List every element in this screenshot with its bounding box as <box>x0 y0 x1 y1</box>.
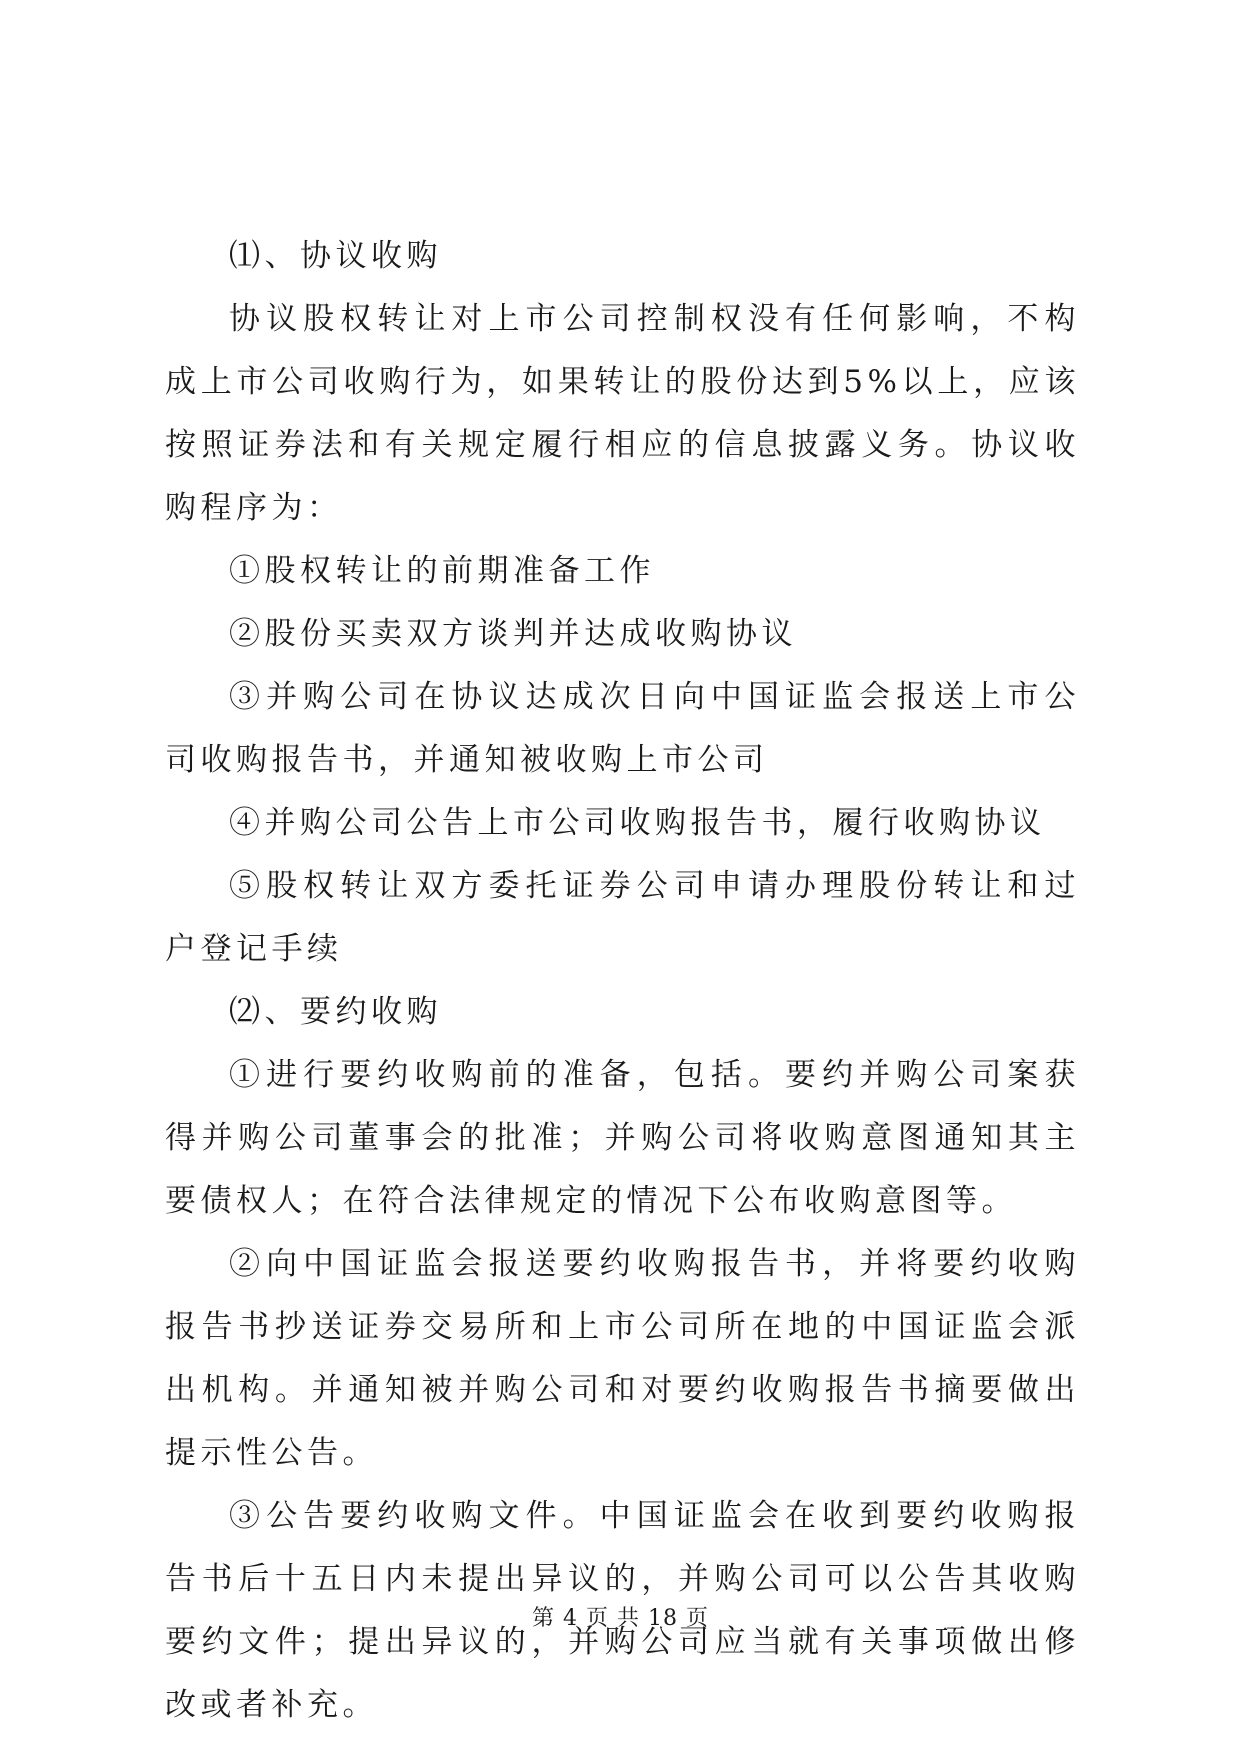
list-item-step-5: ⑤股权转让双方委托证券公司申请办理股份转让和过户登记手续 <box>165 868 1080 967</box>
list-item-tender-2: ②向中国证监会报送要约收购报告书，并将要约收购报告书抄送证券交易所和上市公司所在地的中国证监会派出机构。并通知被并购公司和对要约收购报告书摘要做出提示性公告。 <box>165 1246 1080 1471</box>
list-item-tender-1: ①进行要约收购前的准备，包括。要约并购公司案获得并购公司董事会的批准；并购公司将收购意图通知其主要债权人；在符合法律规定的情况下公布收购意图等。 <box>165 1057 1080 1219</box>
heading-agreement-acquisition: ⑴、协议收购 <box>229 238 442 274</box>
list-item-step-4: ④并购公司公告上市公司收购报告书，履行收购协议 <box>229 805 1046 841</box>
document-body <box>165 225 1080 1737</box>
list-item-step-1: ①股权转让的前期准备工作 <box>229 553 655 589</box>
list-item-step-3: ③并购公司在协议达成次日向中国证监会报送上市公司收购报告书，并通知被收购上市公司 <box>165 679 1080 778</box>
page-footer <box>0 1604 1241 1634</box>
paragraph-agreement-intro: 协议股权转让对上市公司控制权没有任何影响，不构成上市公司收购行为，如果转让的股份达到5%以上，应该按照证券法和有关规定履行相应的信息披露义务。协议收购程序为： <box>165 301 1080 526</box>
list-item-step-2: ②股份买卖双方谈判并达成收购协议 <box>229 616 797 652</box>
page-number: 第 4 页 共 18 页 <box>532 1606 709 1631</box>
heading-tender-offer: ⑵、要约收购 <box>229 994 442 1030</box>
list-item-tender-3: ③公告要约收购文件。中国证监会在收到要约收购报告书后十五日内未提出异议的，并购公司可以公告其收购要约文件；提出异议的，并购公司应当就有关事项做出修改或者补充。 <box>165 1498 1080 1723</box>
